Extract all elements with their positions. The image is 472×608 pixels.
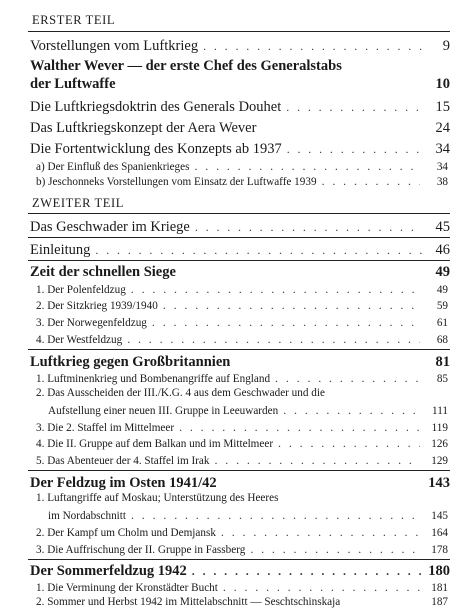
leader-dots <box>223 580 420 595</box>
leader-dots <box>163 298 420 313</box>
entry-page: 46 <box>435 242 450 258</box>
subentry-title: 3. Die 2. Staffel im Mittelmeer <box>36 422 175 434</box>
toc-entry <box>30 99 450 116</box>
toc-subentry <box>36 453 448 468</box>
toc-subentry <box>36 159 448 174</box>
entry-title-cont: der Luftwaffe <box>30 76 116 92</box>
toc-entry <box>30 354 450 371</box>
subentry-title: 1. Der Polenfeldzug <box>36 284 126 296</box>
toc-subentry <box>48 508 448 523</box>
subentry-title: 5. Das Abenteuer der 4. Staffel im Irak <box>36 455 210 467</box>
leader-dots <box>179 420 420 435</box>
entry-page: 10 <box>435 76 450 92</box>
toc-entry <box>30 563 450 580</box>
entry-page: 143 <box>428 475 450 491</box>
leader-dots <box>250 542 420 557</box>
subentry-page: 178 <box>431 544 448 556</box>
rule <box>28 470 450 471</box>
toc-subentry <box>36 580 448 595</box>
leader-dots <box>283 403 420 418</box>
subentry-title: 1. Die Verminung der Kronstädter Bucht <box>36 582 218 594</box>
toc-subentry <box>36 436 448 451</box>
leader-dots <box>194 159 420 174</box>
leader-dots <box>275 371 420 386</box>
subentry-title: 2. Das Ausscheiden der III./K.G. 4 aus dem Geschwader und die <box>36 387 325 399</box>
subentry-title-cont: im Nordabschnitt <box>48 510 126 522</box>
rule <box>28 559 450 560</box>
entry-title: Luftkrieg gegen Großbritannien <box>30 354 231 370</box>
toc-subentry <box>36 371 448 386</box>
subentry-page: 119 <box>431 422 448 434</box>
toc-entry <box>30 141 450 158</box>
toc-subentry <box>36 315 448 330</box>
entry-title: Der Sommerfeldzug 1942 <box>30 563 187 579</box>
toc-entry <box>30 475 450 492</box>
toc-subentry <box>36 596 448 608</box>
part-heading-2: ZWEITER TEIL <box>32 196 125 210</box>
entry-page: 15 <box>435 99 450 115</box>
subentry-page: 145 <box>431 510 448 522</box>
toc-entry <box>30 242 450 259</box>
leader-dots <box>195 220 422 235</box>
rule <box>28 260 450 261</box>
subentry-page: 181 <box>431 582 448 594</box>
entry-title: Walther Wever — der erste Chef des Generalstabs <box>30 58 342 74</box>
subentry-page: 61 <box>436 317 448 329</box>
subentry-title: 2. Der Sitzkrieg 1939/1940 <box>36 300 158 312</box>
part-heading-1: ERSTER TEIL <box>32 13 116 27</box>
entry-title: Das Luftkriegskonzept der Aera Wever <box>30 120 257 136</box>
toc-subentry <box>36 282 448 297</box>
entry-title: Einleitung <box>30 242 91 258</box>
subentry-title: 1. Luftminenkrieg und Bombenangriffe auf England <box>36 373 271 385</box>
toc-entry <box>30 219 450 236</box>
subentry-title: 4. Die II. Gruppe auf dem Balkan und im Mittelmeer <box>36 438 274 450</box>
subentry-title: 4. Der Westfeldzug <box>36 334 123 346</box>
toc-subentry <box>36 332 448 347</box>
leader-dots <box>152 315 420 330</box>
entry-title: Die Luftkriegsdoktrin des Generals Douhet <box>30 99 282 115</box>
toc-subentry <box>36 420 448 435</box>
entry-page: 49 <box>435 264 450 280</box>
leader-dots <box>131 282 420 297</box>
subentry-title-cont: Aufstellung einer neuen III. Gruppe in Leeuwarden <box>48 405 279 417</box>
subentry-page: 129 <box>431 455 448 467</box>
entry-page: 45 <box>435 219 450 235</box>
entry-page: 24 <box>435 120 450 136</box>
toc-entry <box>30 76 450 93</box>
leader-dots <box>95 243 422 258</box>
subentry-page: 49 <box>436 284 448 296</box>
rule <box>28 237 450 238</box>
toc-entry <box>30 264 450 281</box>
leader-dots <box>131 508 420 523</box>
leader-dots <box>278 436 420 451</box>
entry-page: 81 <box>435 354 450 370</box>
entry-title: Zeit der schnellen Siege <box>30 264 176 280</box>
toc-subentry <box>48 403 448 418</box>
leader-dots <box>214 453 420 468</box>
subentry-title: b) Jeschonneks Vorstellungen vom Einsatz der Luftwaffe 1939 <box>36 176 317 188</box>
leader-dots <box>127 332 420 347</box>
rule <box>28 31 450 32</box>
leader-dots <box>322 174 420 189</box>
leader-dots <box>287 142 422 157</box>
subentry-page: 85 <box>436 373 448 385</box>
subentry-title: 3. Der Norwegenfeldzug <box>36 317 147 329</box>
subentry-page: 164 <box>431 527 448 539</box>
entry-title: Das Geschwader im Kriege <box>30 219 190 235</box>
entry-page: 34 <box>435 141 450 157</box>
rule <box>28 349 450 350</box>
entry-title: Vorstellungen vom Luftkrieg <box>30 38 199 54</box>
entry-page: 180 <box>428 563 450 579</box>
subentry-title: a) Der Einfluß des Spanienkrieges <box>36 161 190 173</box>
subentry-page: 111 <box>432 405 448 417</box>
subentry-title: 3. Die Auffrischung der II. Gruppe in Fassberg <box>36 544 246 556</box>
toc-entry <box>30 120 450 137</box>
rule <box>28 213 450 214</box>
subentry-page: 126 <box>431 438 448 450</box>
entry-title: Der Feldzug im Osten 1941/42 <box>30 475 217 491</box>
toc-subentry <box>36 525 448 540</box>
subentry-title: 2. Sommer und Herbst 1942 im Mittelabschnitt — Seschtschinskaja <box>36 596 341 608</box>
subentry-title: 2. Der Kampf um Cholm und Demjansk <box>36 527 216 539</box>
toc-subentry <box>36 542 448 557</box>
leader-dots <box>192 564 422 579</box>
leader-dots <box>221 525 420 540</box>
subentry-page: 34 <box>436 161 448 173</box>
subentry-page: 187 <box>431 596 448 608</box>
toc-entry <box>30 38 450 55</box>
entry-title: Die Fortentwicklung des Konzepts ab 1937 <box>30 141 282 157</box>
toc-subentry <box>36 298 448 313</box>
leader-dots <box>203 39 422 54</box>
subentry-page: 38 <box>436 176 448 188</box>
entry-page: 9 <box>442 38 450 54</box>
subentry-page: 59 <box>436 300 448 312</box>
leader-dots <box>286 100 422 115</box>
subentry-page: 68 <box>436 334 448 346</box>
subentry-title: 1. Luftangriffe auf Moskau; Unterstützung des Heeres <box>36 492 279 504</box>
toc-subentry <box>36 174 448 189</box>
